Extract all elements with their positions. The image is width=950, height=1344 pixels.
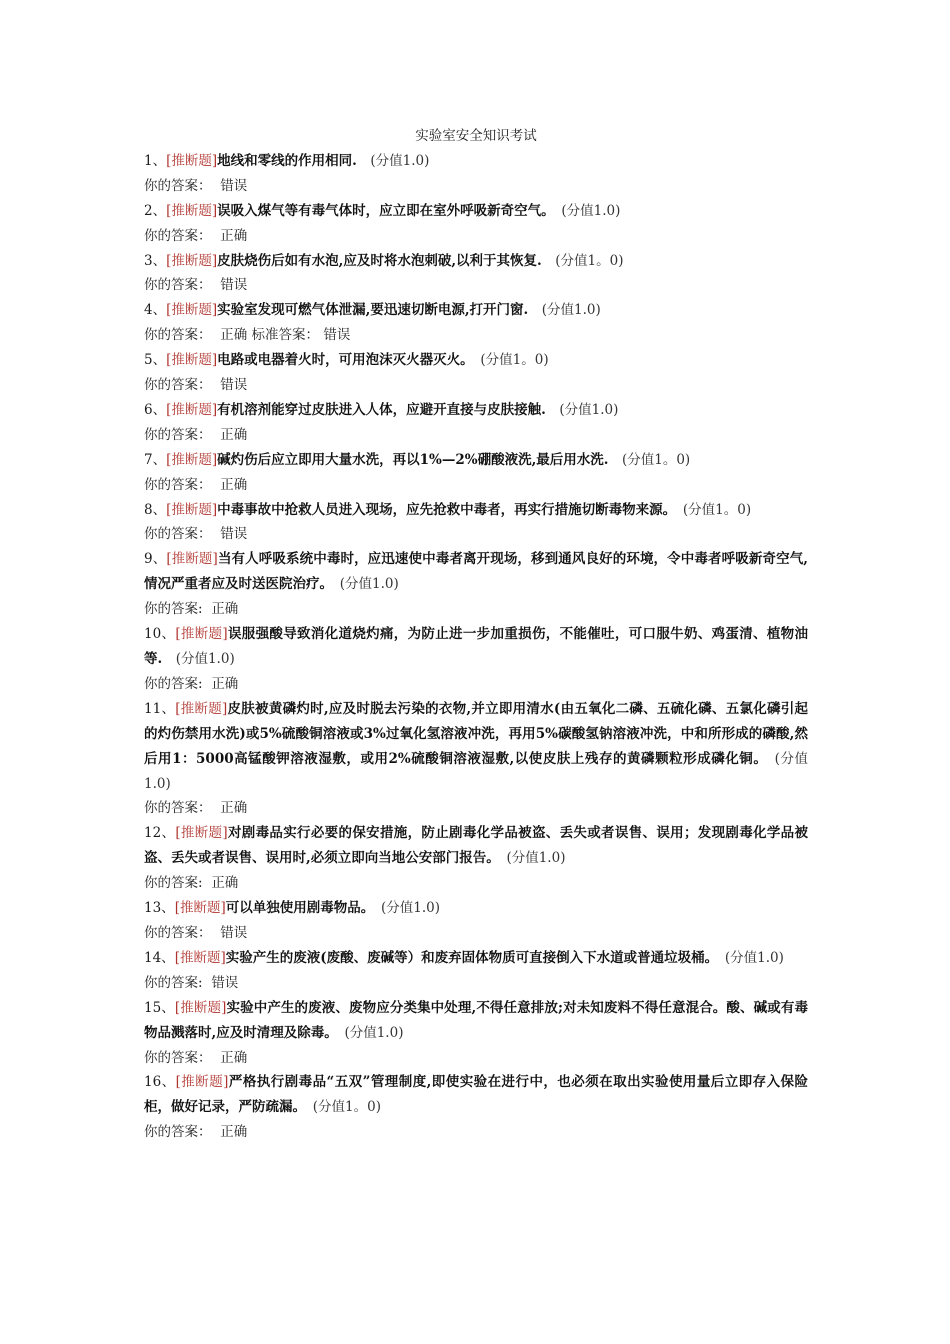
question-text [144, 298, 808, 323]
question-item [144, 448, 808, 498]
question-score: (分值1.0) [561, 202, 621, 219]
question-item [144, 398, 808, 448]
question-number: 13、 [144, 900, 175, 917]
question-type-tag: [推断题] [175, 825, 228, 842]
answer-line [144, 423, 808, 448]
question-number: 12、 [144, 825, 176, 842]
question-text [144, 946, 808, 971]
question-type-tag: [推断题] [166, 152, 218, 169]
answer-line [144, 597, 808, 622]
answer-label: 你的答案: [144, 601, 203, 618]
question-type-tag: [推断题] [175, 626, 228, 643]
question-stem: 中毒事故中抢救人员进入现场，应先抢救中毒者，再实行措施切断毒物来源。 [217, 501, 670, 518]
question-number: 15、 [144, 999, 175, 1016]
answer-value: 正确 [220, 1124, 248, 1141]
question-item [144, 249, 808, 299]
question-type-tag: [推断题] [166, 302, 218, 319]
question-item [144, 821, 808, 896]
question-stem: 误吸入煤气等有毒气体时，应立即在室外呼吸新奇空气。 [217, 202, 548, 219]
question-score: (分值1.0) [541, 302, 601, 319]
answer-line [144, 871, 808, 896]
answer-value: 正确 [211, 675, 239, 692]
question-text [144, 996, 808, 1046]
answer-value: 正确 [220, 800, 248, 817]
question-stem: 实验室发现可燃气体泄漏,要迅速切断电源,打开门窗. [217, 302, 529, 319]
exam-page [144, 124, 808, 1145]
answer-label: 你的答案: [144, 675, 203, 692]
answer-line [144, 796, 808, 821]
question-type-tag: [推断题] [175, 1074, 229, 1091]
question-type-tag: [推断题] [175, 700, 228, 717]
question-text [144, 547, 808, 597]
question-item [144, 348, 808, 398]
question-type-tag: [推断题] [174, 900, 226, 917]
question-number: 4、 [144, 302, 167, 319]
question-text [144, 448, 808, 473]
question-number: 2、 [144, 202, 167, 219]
answer-label: 你的答案： [144, 476, 212, 493]
answer-line [144, 1120, 808, 1145]
answer-value: 错误 [220, 177, 248, 194]
answer-label: 你的答案： [144, 1124, 212, 1141]
question-type-tag: [推断题] [174, 949, 226, 966]
question-number: 1、 [144, 152, 167, 169]
question-stem: 严格执行剧毒品“五双”管理制度,即使实验在进行中，也必须在取出实验使用量后立即存入保险柜，做好记录，严防疏漏。 [144, 1074, 808, 1116]
question-number: 9、 [144, 551, 167, 568]
answer-value: 正确 [220, 1049, 248, 1066]
question-score: (分值1。0) [312, 1099, 381, 1116]
question-text [144, 622, 808, 672]
question-score: (分值1.0) [339, 576, 399, 593]
question-score: (分值1.0) [144, 750, 809, 792]
answer-line [144, 672, 808, 697]
answer-value: 错误 [220, 277, 248, 294]
answer-line [144, 473, 808, 498]
question-type-tag: [推断题] [166, 501, 218, 518]
question-number: 10、 [144, 626, 176, 643]
question-type-tag: [推断题] [166, 451, 218, 468]
answer-value: 错误 [211, 974, 239, 991]
question-type-tag: [推断题] [166, 352, 218, 369]
question-text [144, 149, 808, 174]
question-number: 6、 [144, 401, 167, 418]
question-number: 5、 [144, 352, 167, 369]
question-stem: 实验中产生的废液、废物应分类集中处理,不得任意排放;对未知废料不得任意混合。酸、碱或有毒物品溅落时,应及时清理及除毒。 [144, 999, 808, 1041]
question-stem: 有机溶剂能穿过皮肤进入人体，应避开直接与皮肤接触. [217, 401, 546, 418]
question-number: 8、 [144, 501, 167, 518]
answer-line [144, 224, 808, 249]
answer-value: 正确 [220, 476, 248, 493]
question-item [144, 1070, 808, 1145]
question-type-tag: [推断题] [166, 202, 218, 219]
question-score: (分值1。0) [621, 451, 691, 468]
question-stem: 可以单独使用剧毒物品。 [225, 900, 368, 917]
question-stem: 皮肤被黄磷灼时,应及时脱去污染的衣物,并立即用清水(由五氧化二磷、五硫化磷、五氯化磷引起的灼伤禁用水洗)或5%硫酸铜溶液或3%过氧化氢溶液冲洗，再用5%碳酸氢钠溶液冲洗，中和所形成的磷酸,然后用1：5000高锰酸钾溶液湿敷，或用2%硫酸铜溶液湿敷,以使皮肤上残存的黄磷颗粒形成磷化铜。 [144, 700, 808, 767]
question-item [144, 697, 808, 822]
question-item [144, 199, 808, 249]
question-stem: 皮肤烧伤后如有水泡,应及时将水泡刺破,以利于其恢复. [217, 252, 542, 269]
page-title: 实验室安全知识考试 [415, 128, 537, 144]
answer-label: 你的答案： [144, 1049, 212, 1066]
question-text [144, 697, 808, 797]
question-score: (分值1.0) [559, 401, 619, 418]
question-item [144, 149, 808, 199]
answer-value: 正确 [211, 601, 239, 618]
question-number: 3、 [144, 252, 167, 269]
answer-value: 错误 [220, 526, 248, 543]
question-score: (分值1.0) [380, 900, 440, 917]
question-number: 16、 [144, 1074, 176, 1091]
question-list [144, 149, 808, 1145]
question-text [144, 398, 808, 423]
answer-label: 你的答案： [144, 377, 212, 394]
question-number: 7、 [144, 451, 167, 468]
question-stem: 对剧毒品实行必要的保安措施，防止剧毒化学品被盗、丢失或者误售、误用；发现剧毒化学品被盗、丢失或者误售、误用时,必须立即向当地公安部门报告。 [144, 825, 808, 867]
answer-label: 你的答案: [144, 875, 203, 892]
question-text [144, 498, 808, 523]
answer-value: 错误 [220, 924, 248, 941]
question-score: (分值1。0) [480, 352, 549, 369]
answer-value: 错误 [220, 377, 248, 394]
question-stem: 误服强酸导致消化道烧灼痛，为防止进一步加重损伤，不能催吐，可口服牛奶、鸡蛋清、植物油等. [144, 626, 808, 668]
answer-label: 你的答案: [144, 974, 203, 991]
question-item [144, 547, 808, 622]
question-score: (分值1.0) [370, 152, 430, 169]
answer-value: 正确 标准答案： 错误 [220, 327, 351, 344]
question-score: (分值1.0) [344, 1024, 404, 1041]
question-stem: 电路或电器着火时，可用泡沫灭火器灭火。 [217, 352, 467, 369]
answer-label: 你的答案： [144, 800, 212, 817]
question-type-tag: [推断题] [174, 999, 227, 1016]
question-stem: 地线和零线的作用相同. [217, 152, 357, 169]
question-score: (分值1.0) [175, 651, 235, 668]
question-type-tag: [推断题] [166, 252, 218, 269]
answer-line [144, 1046, 808, 1071]
question-text [144, 821, 808, 871]
answer-label: 你的答案： [144, 277, 212, 294]
answer-line [144, 174, 808, 199]
question-item [144, 622, 808, 697]
answer-value: 正确 [220, 227, 248, 244]
answer-label: 你的答案： [144, 327, 212, 344]
answer-label: 你的答案： [144, 526, 212, 543]
answer-label: 你的答案： [144, 924, 212, 941]
question-number: 11、 [144, 700, 176, 717]
question-text [144, 249, 808, 274]
question-type-tag: [推断题] [166, 551, 218, 568]
question-score: (分值1.0) [724, 949, 784, 966]
question-item [144, 298, 808, 348]
answer-label: 你的答案： [144, 227, 212, 244]
question-stem: 碱灼伤后应立即用大量水洗，再以1%—2%硼酸液洗,最后用水洗. [217, 451, 609, 468]
question-score: (分值1。0) [555, 252, 624, 269]
answer-line [144, 273, 808, 298]
question-item [144, 946, 808, 996]
question-item [144, 498, 808, 548]
question-stem: 当有人呼吸系统中毒时，应迅速使中毒者离开现场，移到通风良好的环境，令中毒者呼吸新奇空气,情况严重者应及时送医院治疗。 [144, 551, 809, 593]
answer-value: 正确 [220, 426, 248, 443]
question-item [144, 996, 808, 1071]
question-score: (分值1.0) [506, 850, 566, 867]
answer-line [144, 522, 808, 547]
question-text [144, 1070, 808, 1120]
question-text [144, 896, 808, 921]
answer-value: 正确 [211, 875, 239, 892]
answer-line [144, 373, 808, 398]
question-number: 14、 [144, 949, 175, 966]
answer-label: 你的答案： [144, 426, 212, 443]
question-text [144, 348, 808, 373]
question-type-tag: [推断题] [166, 401, 218, 418]
question-item [144, 896, 808, 946]
answer-line [144, 323, 808, 348]
answer-line [144, 921, 808, 946]
answer-label: 你的答案： [144, 177, 212, 194]
answer-line [144, 971, 808, 996]
question-text [144, 199, 808, 224]
question-stem: 实验产生的废液(废酸、废碱等）和废弃固体物质可直接倒入下水道或普通垃圾桶。 [225, 949, 712, 966]
question-score: (分值1。0) [682, 501, 752, 518]
